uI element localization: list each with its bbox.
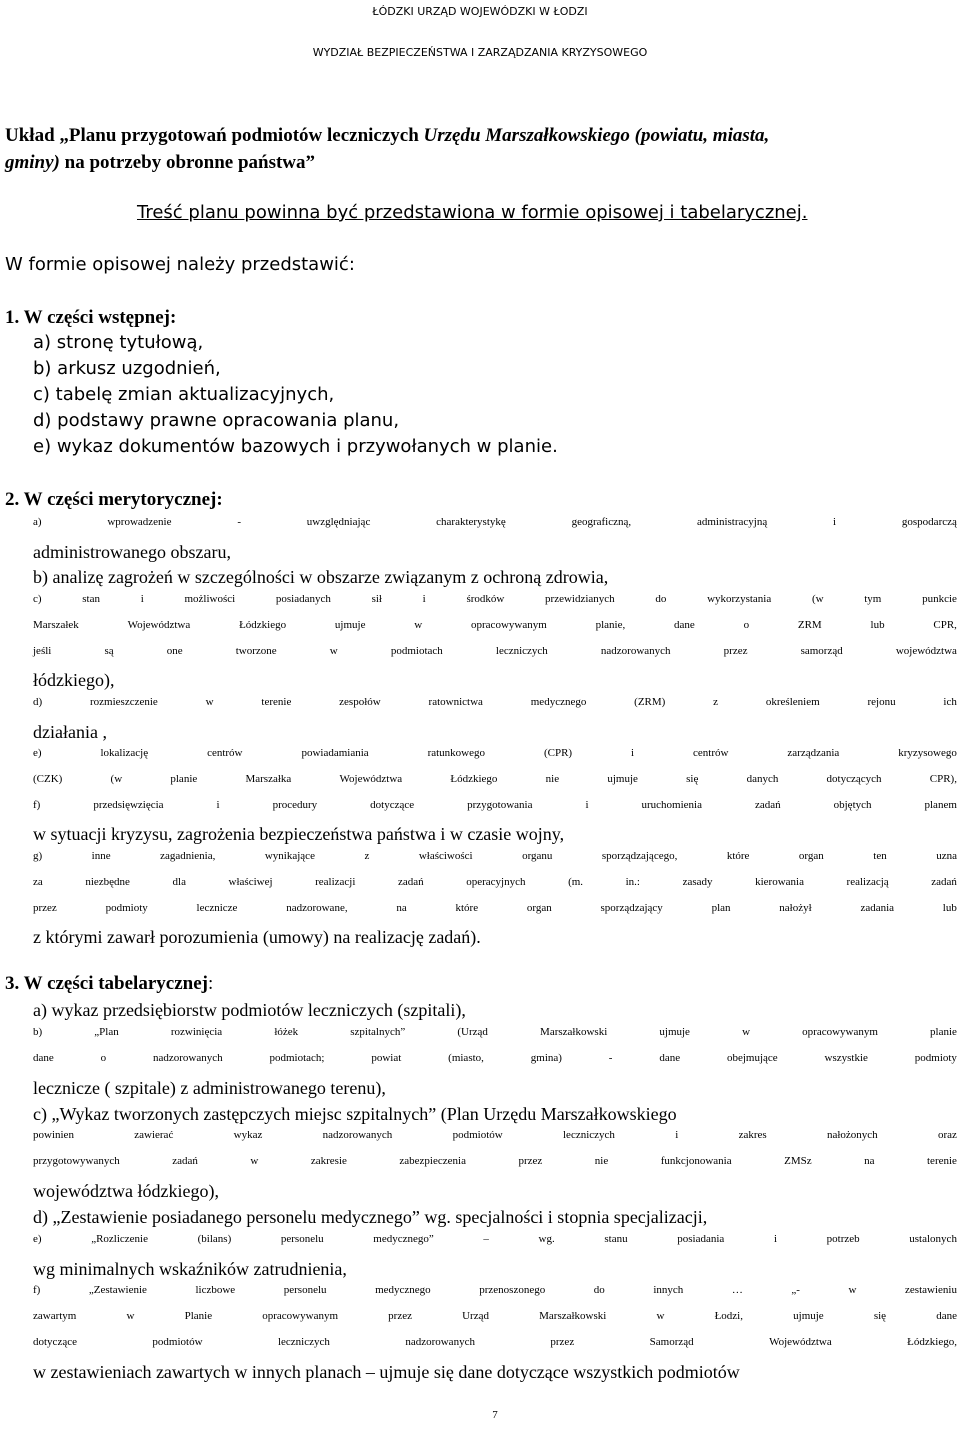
section3-line: b) „Plan rozwinięcia łóżek szpitalnych” (Urząd Marszałkowski ujmuje w opracowywanym planie [33,1026,957,1038]
section3-line: w zestawieniach zawartych w innych planach – ujmuje się dane dotyczące wszystkich podmiotów [33,1362,740,1382]
header-dept: WYDZIAŁ BEZPIECZEŃSTWA I ZARZĄDZANIA KRYZYSOWEGO [312,46,648,59]
section3-line: a) wykaz przedsiębiorstw podmiotów leczniczych (szpitali), [33,1000,466,1020]
section3-line: wg minimalnych wskaźników zatrudnienia, [33,1259,347,1279]
section3-line: d) „Zestawienie posiadanego personelu medycznego” wg. specjalności i stopnia specjalizacji, [33,1207,708,1227]
section2-line: (CZK) (w planie Marszałka Województwa Łódzkiego nie ujmuje się danych dotyczących CPR), [33,773,957,785]
section2-line: e) lokalizację centrów powiadamiania ratunkowego (CPR) i centrów zarządzania kryzysowego [33,747,957,759]
document-title-line2 [5,153,315,172]
section1-item-b: b) arkusz uzgodnień, [33,358,221,379]
section1-item-a: a) stronę tytułową, [33,332,204,353]
section2-line: a) wprowadzenie - uwzględniając charakterystykę geograficzną, administracyjną i gospodarczą [33,516,957,528]
section2-line: łódzkiego), [33,670,115,690]
section3-line: województwa łódzkiego), [33,1181,219,1201]
section3-line: zawartym w Planie opracowywanym przez Urząd Marszałkowski w Łodzi, ujmuje się dane [33,1310,957,1322]
section3-line: lecznicze ( szpitale) z administrowanego terenu), [33,1078,386,1098]
section2-line: b) analizę zagrożeń w szczególności w obszarze związanym z ochroną zdrowia, [33,567,609,587]
document-title-line1 [5,126,769,145]
section2-line: d) rozmieszczenie w terenie zespołów ratownictwa medycznego (ZRM) z określeniem rejonu ich [33,696,957,708]
section3-line: c) „Wykaz tworzonych zastępczych miejsc szpitalnych” (Plan Urzędu Marszałkowskiego [33,1104,677,1124]
header-org: ŁÓDZKI URZĄD WOJEWÓDZKI W ŁODZI [372,5,588,18]
section2-line: za niezbędne dla właściwej realizacji zadań operacyjnych (m. in.: zasady kierowania realizacją zadań [33,876,957,888]
section2-line: w sytuacji kryzysu, zagrożenia bezpieczeństwa państwa i w czasie wojny, [33,824,565,844]
title-part1: Układ „Planu przygotowań podmiotów leczniczych [5,125,424,146]
section2-line: z którymi zawarł porozumienia (umowy) na realizację zadań). [33,927,481,947]
section1-item-d: d) podstawy prawne opracowania planu, [33,410,400,431]
section3-heading-bold: 3. W części tabelarycznej [5,973,208,994]
page-number: 7 [492,1409,498,1421]
section3-line: dane o nadzorowanych podmiotach; powiat (miasto, gmina) - dane obejmujące wszystkie podmioty [33,1052,957,1064]
section3-heading [5,974,213,993]
form-note: Treść planu powinna być przedstawiona w formie opisowej i tabelarycznej. [137,202,808,223]
section2-line: działania , [33,722,107,742]
descriptive-form-label: W formie opisowej należy przedstawić: [5,254,355,275]
title-line2-italic: gminy) [5,152,60,173]
section3-line: przygotowywanych zadań w zakresie zabezpieczenia przez nie funkcjonowania ZMSz na terenie [33,1155,957,1167]
section2-line: f) przedsięwzięcia i procedury dotyczące przygotowania i uruchomienia zadań objętych planem [33,799,957,811]
title-part2: Urzędu Marszałkowskiego (powiatu, miasta, [423,125,770,146]
section2-line: g) inne zagadnienia, wynikające z właściwości organu sporządzającego, które organ ten uzna [33,850,957,862]
section1-item-c: c) tabelę zmian aktualizacyjnych, [33,384,335,405]
section3-line: dotyczące podmiotów leczniczych nadzorowanych przez Samorząd Województwa Łódzkiego, [33,1336,957,1348]
section1-heading: 1. W części wstępnej: [5,307,177,328]
section2-line: administrowanego obszaru, [33,542,231,562]
section1-item-e: e) wykaz dokumentów bazowych i przywołanych w planie. [33,436,558,457]
section2-line: jeśli są one tworzone w podmiotach leczniczych nadzorowanych przez samorząd województwa [33,645,957,657]
section3-heading-tail: : [207,973,214,994]
section2-heading: 2. W części merytorycznej: [5,489,223,510]
section3-line: e) „Rozliczenie (bilans) personelu medycznego” – wg. stanu posiadania i potrzeb ustalonych [33,1233,957,1245]
section2-line: c) stan i możliwości posiadanych sił i środków przewidzianych do wykorzystania (w tym punkcie [33,593,957,605]
title-line2-rest: na potrzeby obronne państwa” [59,152,316,173]
section2-line: Marszałek Województwa Łódzkiego ujmuje w opracowywanym planie, dane o ZRM lub CPR, [33,619,957,631]
section3-line: powinien zawierać wykaz nadzorowanych podmiotów leczniczych i zakres nałożonych oraz [33,1129,957,1141]
section3-line: f) „Zestawienie liczbowe personelu medycznego przenoszonego do innych … „- w zestawieniu [33,1284,957,1296]
section2-line: przez podmioty lecznicze nadzorowane, na które organ sporządzający plan nałożył zadania lub [33,902,957,914]
